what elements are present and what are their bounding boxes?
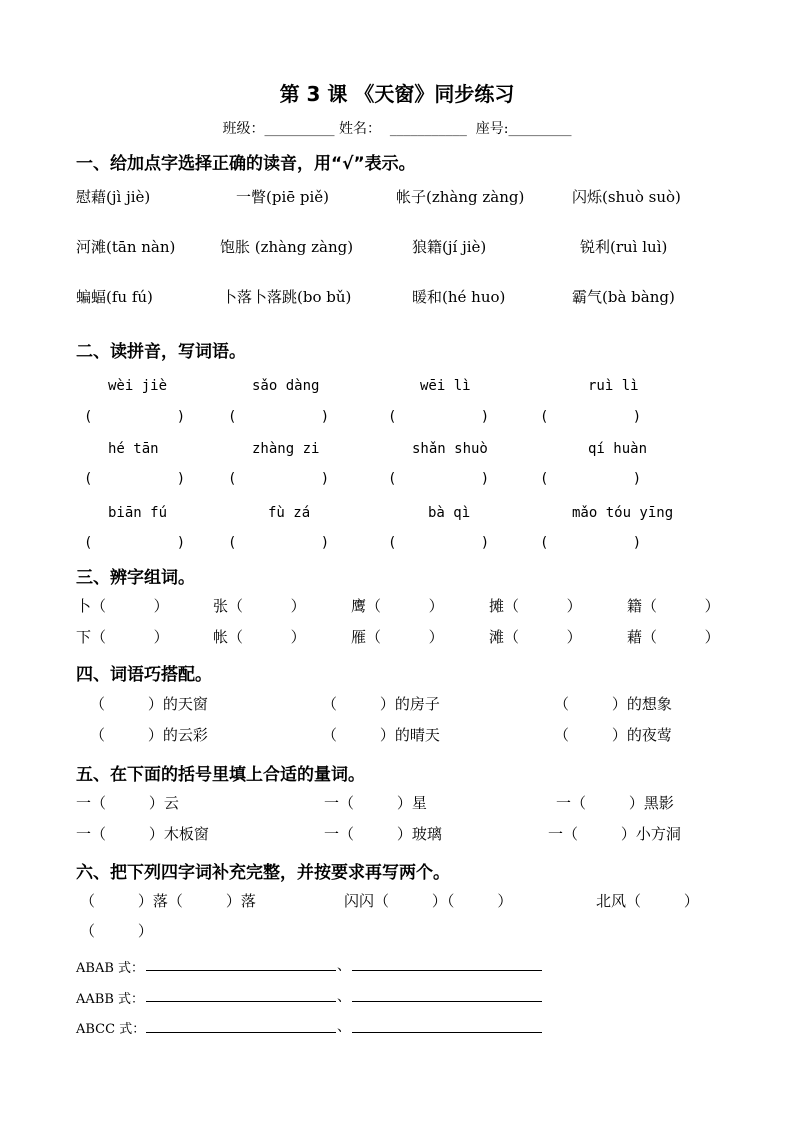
measure-word-item[interactable]: 一（ ）星 (324, 794, 427, 812)
section-6-heading: 六、把下列四字词补充完整，并按要求再写两个。 (76, 863, 450, 883)
pronunciation-item: 狼籍(jí jiè) (412, 238, 487, 256)
character-pair-item[interactable]: 摊（ ） (489, 597, 582, 615)
pinyin-prompt: zhàng zi (252, 441, 320, 457)
idiom-fill-item[interactable]: 闪闪（ ）（ ） (344, 892, 513, 910)
character-pair-item[interactable]: 鹰（ ） (351, 597, 444, 615)
separator: 、 (337, 989, 351, 1005)
answer-bracket[interactable]: ( ) (228, 535, 330, 551)
measure-word-item[interactable]: 一（ ）小方洞 (548, 825, 681, 843)
section-5-heading: 五、在下面的括号里填上合适的量词。 (76, 765, 365, 785)
answer-bracket[interactable]: ( ) (228, 471, 330, 487)
character-pair-item[interactable]: 滩（ ） (489, 628, 582, 646)
answer-bracket[interactable]: ( ) (84, 409, 186, 425)
page-title: 第 3 课 《天窗》同步练习 (279, 82, 515, 106)
separator: 、 (337, 958, 351, 974)
separator: 、 (337, 1019, 351, 1035)
answer-bracket[interactable]: ( ) (540, 471, 642, 487)
answer-bracket[interactable]: ( ) (388, 535, 490, 551)
character-pair-item[interactable]: 雁（ ） (351, 628, 444, 646)
answer-bracket[interactable]: ( ) (540, 535, 642, 551)
section-4-heading: 四、词语巧搭配。 (76, 665, 212, 685)
character-pair-item[interactable]: 下（ ） (76, 628, 169, 646)
abab-answer-line-2[interactable] (352, 970, 542, 971)
pinyin-prompt: hé tān (108, 441, 159, 457)
answer-bracket[interactable]: ( ) (84, 471, 186, 487)
pronunciation-item: 饱胀 (zhàng zàng) (220, 238, 354, 256)
character-pair-item[interactable]: 藉（ ） (627, 628, 720, 646)
abab-label: ABAB 式： (76, 961, 145, 976)
section-2-heading: 二、读拼音，写词语。 (76, 342, 246, 362)
aabb-answer-line-2[interactable] (352, 1001, 542, 1002)
answer-bracket[interactable]: ( ) (540, 409, 642, 425)
pinyin-prompt: shǎn shuò (412, 441, 488, 457)
word-match-item[interactable]: （ ）的晴天 (322, 726, 440, 744)
answer-bracket[interactable]: ( ) (388, 471, 490, 487)
measure-word-item[interactable]: 一（ ）黑影 (556, 794, 674, 812)
pronunciation-item: 暖和(hé huo) (412, 288, 506, 306)
section-1-heading: 一、给加点字选择正确的读音，用“√”表示。 (76, 154, 416, 174)
section-3-heading: 三、辨字组词。 (76, 568, 195, 588)
pronunciation-item: 蝙蝠(fu fú) (76, 288, 153, 306)
aabb-label: AABB 式： (76, 992, 145, 1007)
pinyin-prompt: bà qì (428, 505, 471, 521)
answer-bracket[interactable]: ( ) (388, 409, 490, 425)
measure-word-item[interactable]: 一（ ）木板窗 (76, 825, 209, 843)
idiom-fill-item[interactable]: 北风（ ） (596, 892, 699, 910)
pronunciation-item: 霸气(bà bàng) (572, 288, 675, 306)
student-info-line: 班级：__________ 姓名： ___________ 座号:_________ (222, 121, 572, 137)
pinyin-prompt: sǎo dàng (252, 378, 320, 394)
pinyin-prompt: qí huàn (588, 441, 648, 457)
pinyin-prompt: fù zá (268, 505, 311, 521)
abcc-answer-line-2[interactable] (352, 1032, 542, 1033)
word-match-item[interactable]: （ ）的房子 (322, 695, 440, 713)
character-pair-item[interactable]: 帐（ ） (213, 628, 306, 646)
pronunciation-item: 一瞥(piē piě) (236, 188, 330, 206)
answer-bracket[interactable]: ( ) (228, 409, 330, 425)
idiom-fill-item[interactable]: （ ）落（ ）落 (80, 892, 256, 910)
character-pair-item[interactable]: 卜（ ） (76, 597, 169, 615)
abab-answer-line-1[interactable] (146, 970, 336, 971)
character-pair-item[interactable]: 张（ ） (213, 597, 306, 615)
answer-bracket[interactable]: ( ) (84, 535, 186, 551)
pronunciation-item: 闪烁(shuò suò) (572, 188, 681, 206)
idiom-fill-item[interactable]: （ ） (80, 922, 153, 940)
pronunciation-item: 锐利(ruì luì) (580, 238, 668, 256)
word-match-item[interactable]: （ ）的云彩 (90, 726, 208, 744)
pronunciation-item: 卜落卜落跳(bo bǔ) (222, 288, 352, 306)
word-match-item[interactable]: （ ）的夜莺 (554, 726, 672, 744)
measure-word-item[interactable]: 一（ ）玻璃 (324, 825, 442, 843)
pinyin-prompt: biān fú (108, 505, 168, 521)
word-match-item[interactable]: （ ）的天窗 (90, 695, 208, 713)
abcc-answer-line-1[interactable] (146, 1032, 336, 1033)
word-match-item[interactable]: （ ）的想象 (554, 695, 672, 713)
pinyin-prompt: wēi lì (420, 378, 471, 394)
pronunciation-item: 慰藉(jì jiè) (76, 188, 151, 206)
aabb-answer-line-1[interactable] (146, 1001, 336, 1002)
pinyin-prompt: mǎo tóu yīng (572, 505, 674, 521)
pronunciation-item: 河滩(tān nàn) (76, 238, 176, 256)
character-pair-item[interactable]: 籍（ ） (627, 597, 720, 615)
pinyin-prompt: ruì lì (588, 378, 639, 394)
abcc-label: ABCC 式： (76, 1022, 146, 1037)
measure-word-item[interactable]: 一（ ）云 (76, 794, 179, 812)
pinyin-prompt: wèi jiè (108, 378, 168, 394)
pronunciation-item: 帐子(zhàng zàng) (396, 188, 525, 206)
